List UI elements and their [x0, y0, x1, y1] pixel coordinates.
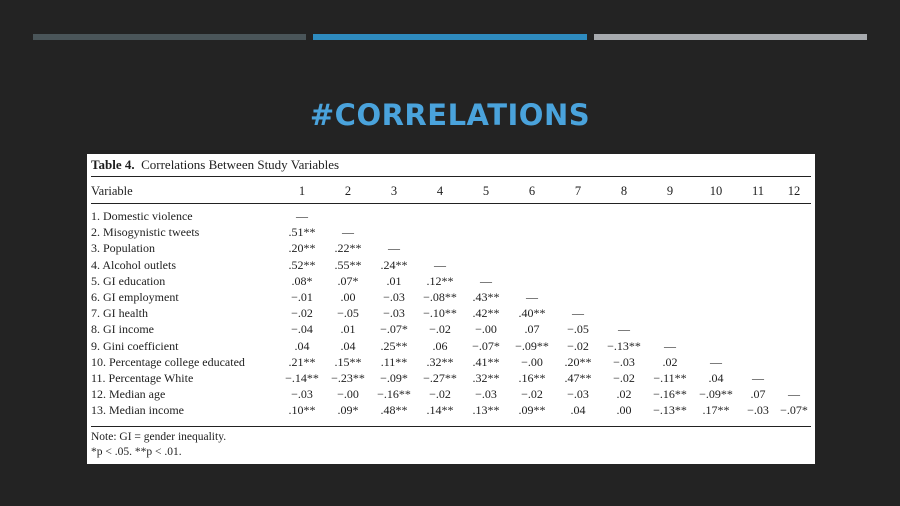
table-cell: −.00	[337, 387, 359, 402]
table-cell: .22**	[334, 241, 362, 256]
table-cell: −.03	[747, 403, 769, 418]
table-cell: −.03	[383, 290, 405, 305]
correlation-table	[91, 208, 811, 419]
row-label: 2. Misogynistic tweets	[91, 225, 200, 240]
header-col-6: 6	[528, 184, 536, 198]
table-cell	[555, 257, 601, 273]
table-cell	[777, 354, 811, 370]
table-cell: .15**	[334, 354, 362, 369]
table-cell: −.02	[567, 338, 589, 353]
table-cell: −.07*	[780, 403, 808, 418]
table-cell: −.02	[521, 387, 543, 402]
table-cell: −.05	[567, 322, 589, 337]
decor-bar-middle	[313, 34, 587, 40]
header-col-10: 10	[709, 184, 723, 198]
table-cell: −.02	[429, 322, 451, 337]
table-row	[91, 370, 811, 386]
table-cell: .04	[570, 403, 586, 418]
table-cell: −.03	[383, 306, 405, 321]
table-row	[91, 289, 811, 305]
table-cell: —	[480, 273, 492, 288]
table-cell	[693, 240, 739, 256]
table-cell	[739, 224, 777, 240]
table-cell	[601, 224, 647, 240]
table-cell	[601, 273, 647, 289]
table-cell	[601, 240, 647, 256]
table-row	[91, 338, 811, 354]
table-cell	[739, 208, 777, 224]
table-row	[91, 240, 811, 256]
row-label: 12. Median age	[91, 387, 166, 402]
table-cell: .00	[340, 290, 356, 305]
header-variable: Variable	[91, 184, 133, 198]
table-cell	[463, 208, 509, 224]
header-col-2: 2	[344, 184, 352, 198]
table-cell	[463, 224, 509, 240]
table-cell	[739, 240, 777, 256]
table-cell: −.01	[291, 290, 313, 305]
row-label: 7. GI health	[91, 306, 148, 321]
table-cell: −.04	[291, 322, 313, 337]
table-cell: —	[788, 387, 800, 402]
table-note	[91, 430, 226, 460]
table-cell	[647, 321, 693, 337]
table-cell	[647, 257, 693, 273]
header-col-12: 12	[787, 184, 801, 198]
table-cell: .07	[750, 387, 766, 402]
table-cell: —	[296, 209, 308, 223]
header-col-11: 11	[751, 184, 765, 198]
table-cell: −.09*	[380, 371, 408, 386]
table-cell	[777, 289, 811, 305]
table-cell: —	[618, 322, 630, 337]
table-cell	[601, 257, 647, 273]
table-cell: .12**	[426, 273, 454, 288]
table-cell	[777, 305, 811, 321]
table-cell	[693, 321, 739, 337]
table-cell: .09*	[337, 403, 359, 418]
table-cell: −.03	[475, 387, 497, 402]
table-cell: .16**	[518, 371, 546, 386]
table-row	[91, 321, 811, 337]
table-row	[91, 386, 811, 402]
row-label: 11. Percentage White	[91, 371, 194, 386]
row-label: 1. Domestic violence	[91, 209, 193, 223]
table-cell: −.09**	[699, 387, 733, 402]
table-cell: —	[388, 241, 400, 256]
table-cell	[777, 273, 811, 289]
table-cell	[777, 208, 811, 224]
table-cell: −.09**	[515, 338, 549, 353]
table-cell: −.05	[337, 306, 359, 321]
table-cell	[693, 208, 739, 224]
table-cell: .07*	[337, 273, 359, 288]
table-cell	[777, 321, 811, 337]
table-cell	[647, 305, 693, 321]
table-cell	[555, 289, 601, 305]
table-cell: .04	[340, 338, 356, 353]
table-cell: .20**	[564, 354, 592, 369]
table-cell	[555, 240, 601, 256]
table-cell	[509, 208, 555, 224]
table-cell: −.13**	[653, 403, 687, 418]
table-cell: .09**	[518, 403, 546, 418]
row-label: 5. GI education	[91, 273, 166, 288]
table-cell: −.14**	[285, 371, 319, 386]
table-cell	[693, 305, 739, 321]
table-cell	[371, 224, 417, 240]
header-rule	[91, 203, 811, 204]
table-cell: —	[526, 290, 538, 305]
table-cell	[417, 240, 463, 256]
table-cell: —	[752, 371, 764, 386]
table-cell	[777, 224, 811, 240]
table-cell: −.16**	[377, 387, 411, 402]
table-cell	[417, 208, 463, 224]
table-cell	[647, 224, 693, 240]
table-cell: .51**	[288, 225, 316, 240]
table-cell	[601, 289, 647, 305]
table-cell	[739, 354, 777, 370]
table-cell	[509, 240, 555, 256]
table-caption-label: Table 4.	[91, 157, 135, 172]
table-cell	[693, 273, 739, 289]
table-cell: .07	[524, 322, 540, 337]
table-cell	[463, 240, 509, 256]
table-cell	[693, 289, 739, 305]
top-rule	[91, 176, 811, 177]
table-cell	[777, 370, 811, 386]
table-cell	[509, 273, 555, 289]
table-cell: .47**	[564, 371, 592, 386]
table-cell: .06	[432, 338, 448, 353]
table-row	[91, 305, 811, 321]
table-cell: −.00	[521, 354, 543, 369]
table-cell: −.03	[613, 354, 635, 369]
table-cell	[647, 273, 693, 289]
table-cell	[509, 257, 555, 273]
note-significance: *p < .05. **p < .01.	[91, 446, 182, 458]
table-cell: —	[572, 306, 584, 321]
table-cell: −.07*	[472, 338, 500, 353]
table-cell: −.23**	[331, 371, 365, 386]
header-col-3: 3	[390, 184, 398, 198]
table-row	[91, 224, 811, 240]
table-cell: .40**	[518, 306, 546, 321]
header-col-1: 1	[298, 184, 306, 198]
decor-bar-left	[33, 34, 306, 40]
table-cell: .55**	[334, 257, 362, 272]
table-cell: .00	[616, 403, 632, 418]
table-cell	[325, 208, 371, 224]
table-cell: .11**	[380, 354, 408, 369]
table-cell: .04	[294, 338, 310, 353]
table-cell	[463, 257, 509, 273]
table-cell: −.03	[291, 387, 313, 402]
header-col-9: 9	[666, 184, 674, 198]
table-cell: .25**	[380, 338, 408, 353]
table-cell: .17**	[702, 403, 730, 418]
header-col-4: 4	[436, 184, 444, 198]
table-cell	[555, 273, 601, 289]
table-cell	[647, 240, 693, 256]
row-label: 6. GI employment	[91, 290, 179, 305]
decor-bar-right	[594, 34, 867, 40]
table-cell	[417, 224, 463, 240]
table-cell: .32**	[426, 354, 454, 369]
table-image-panel	[87, 154, 815, 464]
table-cell: −.16**	[653, 387, 687, 402]
table-row	[91, 273, 811, 289]
table-cell	[601, 208, 647, 224]
table-cell: −.10**	[423, 306, 457, 321]
table-cell: .42**	[472, 306, 500, 321]
table-cell: —	[664, 338, 676, 353]
table-cell: −.11**	[653, 371, 687, 386]
table-cell	[739, 321, 777, 337]
header-col-7: 7	[574, 184, 582, 198]
table-cell: .32**	[472, 371, 500, 386]
table-cell	[777, 338, 811, 354]
table-cell: .20**	[288, 241, 316, 256]
table-row	[91, 208, 811, 224]
table-cell: .14**	[426, 403, 454, 418]
table-cell: .01	[386, 273, 402, 288]
table-cell	[647, 208, 693, 224]
table-cell: .02	[616, 387, 632, 402]
header-col-8: 8	[620, 184, 628, 198]
header-col-5: 5	[482, 184, 490, 198]
table-cell: −.08**	[423, 290, 457, 305]
table-cell	[739, 305, 777, 321]
table-cell: .43**	[472, 290, 500, 305]
table-cell: —	[342, 225, 354, 240]
table-cell: −.03	[567, 387, 589, 402]
table-cell: .04	[708, 371, 724, 386]
table-cell: .10**	[288, 403, 316, 418]
slide-title: #CORRELATIONS	[309, 98, 591, 132]
table-cell: −.00	[475, 322, 497, 337]
table-cell: .01	[340, 322, 356, 337]
table-cell: .13**	[472, 403, 500, 418]
table-cell	[555, 208, 601, 224]
table-cell: .08*	[291, 273, 313, 288]
table-cell	[693, 224, 739, 240]
table-cell: −.13**	[607, 338, 641, 353]
table-cell	[777, 240, 811, 256]
row-label: 10. Percentage college educated	[91, 354, 245, 369]
table-cell	[601, 305, 647, 321]
row-label: 9. Gini coefficient	[91, 338, 179, 353]
table-cell	[509, 224, 555, 240]
table-cell: −.07*	[380, 322, 408, 337]
table-cell: —	[434, 257, 446, 272]
table-cell	[777, 257, 811, 273]
row-label: 8. GI income	[91, 322, 154, 337]
table-cell	[371, 208, 417, 224]
table-cell: .48**	[380, 403, 408, 418]
table-row	[91, 257, 811, 273]
table-row	[91, 354, 811, 370]
table-caption-text: Correlations Between Study Variables	[141, 157, 340, 172]
table-cell	[647, 289, 693, 305]
table-cell	[739, 338, 777, 354]
table-cell	[739, 289, 777, 305]
table-cell: .02	[662, 354, 678, 369]
table-cell	[693, 257, 739, 273]
table-cell: −.02	[429, 387, 451, 402]
table-cell: −.02	[291, 306, 313, 321]
table-cell: .21**	[288, 354, 316, 369]
table-cell: .24**	[380, 257, 408, 272]
note-abbrev: Note: GI = gender inequality.	[91, 431, 227, 443]
table-cell: .41**	[472, 354, 500, 369]
row-label: 13. Median income	[91, 403, 184, 418]
table-cell	[555, 224, 601, 240]
table-cell: .52**	[288, 257, 316, 272]
table-cell: −.27**	[423, 371, 457, 386]
row-label: 4. Alcohol outlets	[91, 257, 176, 272]
row-label: 3. Population	[91, 241, 156, 256]
table-cell	[739, 257, 777, 273]
table-row	[91, 402, 811, 418]
table-cell: −.02	[613, 371, 635, 386]
bottom-rule	[91, 426, 811, 427]
table-cell: —	[710, 354, 722, 369]
table-cell	[693, 338, 739, 354]
table-cell	[739, 273, 777, 289]
table-caption	[91, 157, 339, 173]
